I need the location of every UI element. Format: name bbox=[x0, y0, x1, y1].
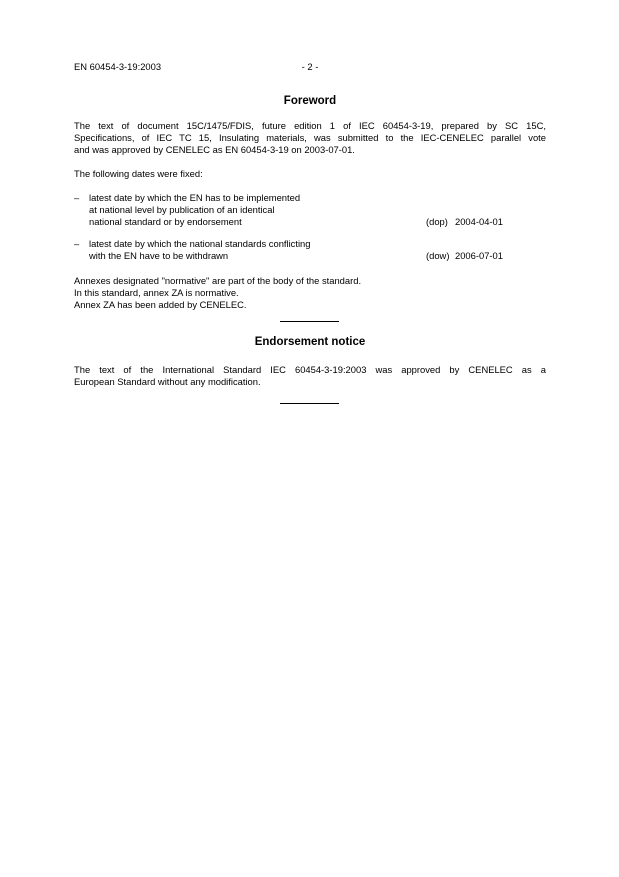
foreword-intro-line: Specifications, of IEC TC 15, Insulating materials, was submitted to the IEC-CENELEC parallel vote bbox=[74, 132, 546, 143]
annex-line: Annexes designated "normative" are part of the body of the standard. bbox=[74, 275, 362, 286]
endorsement-line: European Standard without any modification. bbox=[74, 376, 261, 387]
dates-intro: The following dates were fixed: bbox=[74, 168, 203, 179]
date-value: 2006-07-01 bbox=[455, 250, 503, 261]
endorsement-title: Endorsement notice bbox=[254, 336, 366, 348]
foreword-intro-line: and was approved by CENELEC as EN 60454-3-19 on 2003-07-01. bbox=[74, 144, 355, 155]
endorsement-line: The text of the International Standard IEC 60454-3-19:2003 was approved by CENELEC as a bbox=[74, 364, 546, 375]
date-abbr: (dow) bbox=[426, 250, 450, 261]
date-value: 2004-04-01 bbox=[455, 216, 503, 227]
date-abbr: (dop) bbox=[426, 216, 448, 227]
foreword-title: Foreword bbox=[283, 95, 337, 107]
endorsement-text bbox=[74, 364, 546, 388]
date-item-text bbox=[89, 192, 409, 228]
page-number: - 2 - bbox=[301, 61, 319, 72]
closing-divider bbox=[280, 403, 339, 404]
annex-notes bbox=[74, 275, 546, 311]
date-item-line: latest date by which the EN has to be implemented bbox=[89, 192, 301, 203]
date-item-line: latest date by which the national standards conflicting bbox=[89, 238, 311, 249]
date-item-dow bbox=[74, 238, 546, 262]
annex-line: In this standard, annex ZA is normative. bbox=[74, 287, 239, 298]
date-item-line: with the EN have to be withdrawn bbox=[89, 250, 229, 261]
list-dash: – bbox=[74, 192, 80, 203]
foreword-intro bbox=[74, 120, 546, 156]
date-item-text bbox=[89, 238, 409, 262]
section-divider bbox=[280, 321, 339, 322]
list-dash: – bbox=[74, 238, 80, 249]
document-id: EN 60454-3-19:2003 bbox=[74, 61, 162, 72]
annex-line: Annex ZA has been added by CENELEC. bbox=[74, 299, 247, 310]
date-item-dop bbox=[74, 192, 546, 228]
date-item-line: at national level by publication of an identical bbox=[89, 204, 275, 215]
date-item-line: national standard or by endorsement bbox=[89, 216, 242, 227]
foreword-intro-line: The text of document 15C/1475/FDIS, future edition 1 of IEC 60454-3-19, prepared by SC 15C, bbox=[74, 120, 546, 131]
